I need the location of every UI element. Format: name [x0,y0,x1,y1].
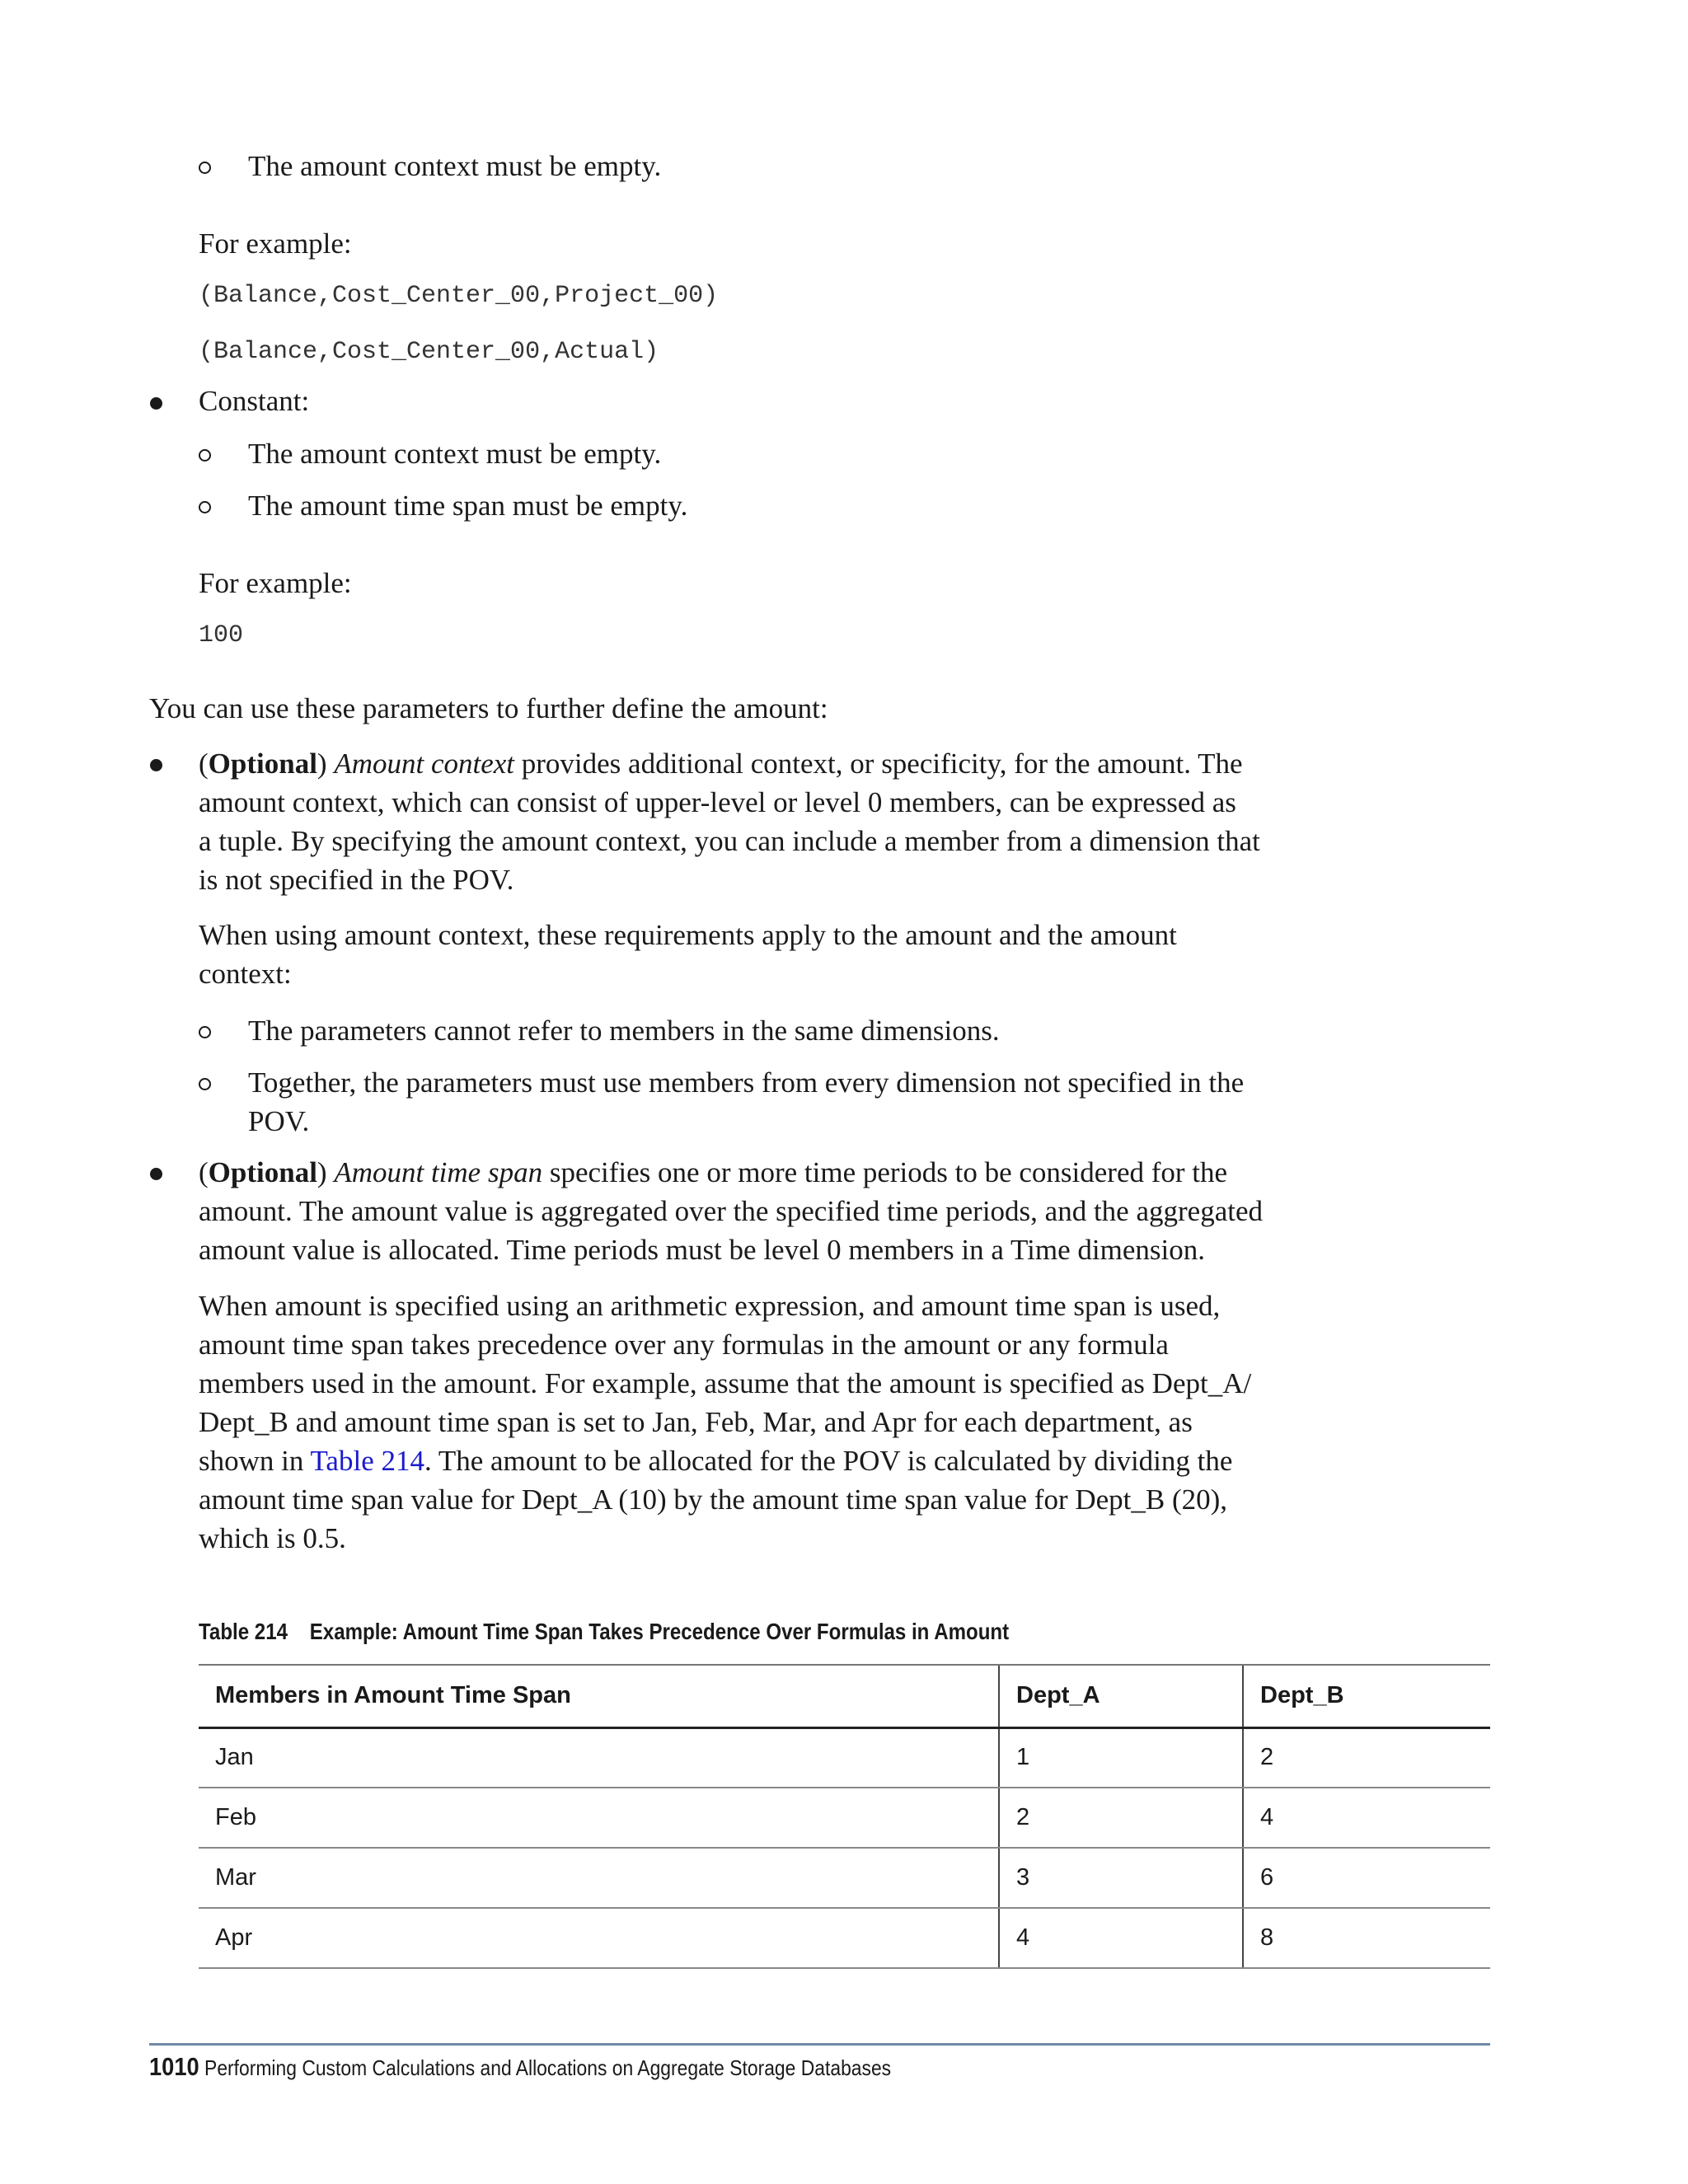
table-cell: 3 [999,1848,1243,1908]
circle-bullet-icon [199,501,211,513]
table-header-row [199,1665,1490,1727]
code-line: (Balance,Cost_Center_00,Actual) [199,338,659,366]
table-row [199,1727,1490,1788]
table-214-link[interactable]: Table 214 [310,1445,424,1477]
chapter-title: Performing Custom Calculations and Allocations on Aggregate Storage Databases [204,2055,892,2080]
table-number: Table 214 [199,1619,288,1644]
intro-paragraph: You can use these parameters to further define the amount: [149,692,828,724]
circle-bullet-icon [199,1026,211,1038]
table-cell: Jan [199,1727,999,1788]
list-item-text: The amount context must be empty. [248,150,662,182]
example-label: For example: [199,227,352,260]
code-line: 100 [199,621,244,649]
table-cell: 2 [1243,1727,1490,1788]
column-header: Members in Amount Time Span [199,1665,999,1727]
example-label: For example: [199,567,352,599]
column-header: Dept_B [1243,1665,1490,1727]
table-cell: Feb [199,1788,999,1848]
table-row [199,1908,1490,1968]
table-caption [199,1619,1009,1645]
circle-bullet-icon [199,162,211,174]
list-item-text: The parameters cannot refer to members in the same dimensions. [248,1015,1000,1047]
bullet-icon [150,759,162,771]
table-row [199,1788,1490,1848]
list-item-text: Together, the parameters must use members from every dimension not specified in the POV. [248,1066,1245,1137]
table-cell: Apr [199,1908,999,1968]
circle-bullet-icon [199,449,211,462]
table-cell: Mar [199,1848,999,1908]
code-line: (Balance,Cost_Center_00,Project_00) [199,282,719,310]
bullet-icon [150,397,162,410]
amount-time-span-table [199,1664,1490,1969]
list-item-text: The amount time span must be empty. [248,490,688,522]
page-number: 1010 [149,2052,199,2081]
amount-time-span-paragraph: (Optional) Amount time span specifies one or more time periods to be considered for the amount. The amount value is aggregated over the specified time periods, and the aggregated amount value is allocated. Time periods must be level 0 members in a Time dimension. [199,1156,1263,1266]
page-footer [149,2052,891,2082]
precedence-paragraph: When amount is specified using an arithmetic expression, and amount time span is used, amount time span takes precedence over any formulas in the amount or any formula members used in the amount. For example, assume that the amount is specified as Dept_A/ Dept_B and amount time span is set to Jan, Feb, Mar, and Apr for each department, as shown in Table 214. The amount to be allocated for the POV is calculated by dividing the amount time span value for Dept_A (10) by the amount time span value for Dept_B (20), which is 0.5. [199,1290,1252,1554]
table-row [199,1848,1490,1908]
amount-context-paragraph: (Optional) Amount context provides additional context, or specificity, for the amount. The amount context, which can consist of upper-level or level 0 members, can be expressed as a tuple. By specifying the amount context, you can include a member from a dimension that is not specified in the POV. [199,748,1260,896]
table-cell: 4 [1243,1788,1490,1848]
table-cell: 4 [999,1908,1243,1968]
optional-label: Optional [208,1156,317,1188]
bullet-icon [150,1168,162,1180]
table-title: Example: Amount Time Span Takes Precedence Over Formulas in Amount [309,1619,1010,1644]
column-header: Dept_A [999,1665,1243,1727]
term: Amount context [334,748,515,780]
table-cell: 6 [1243,1848,1490,1908]
list-item-text: Constant: [199,385,310,417]
requirements-paragraph: When using amount context, these requirements apply to the amount and the amount context: [199,919,1177,990]
table-cell: 8 [1243,1908,1490,1968]
footer-divider [149,2043,1490,2046]
list-item-text: The amount context must be empty. [248,438,662,470]
table-cell: 2 [999,1788,1243,1848]
optional-label: Optional [208,748,317,780]
table-cell: 1 [999,1727,1243,1788]
circle-bullet-icon [199,1078,211,1090]
term: Amount time span [334,1156,543,1188]
